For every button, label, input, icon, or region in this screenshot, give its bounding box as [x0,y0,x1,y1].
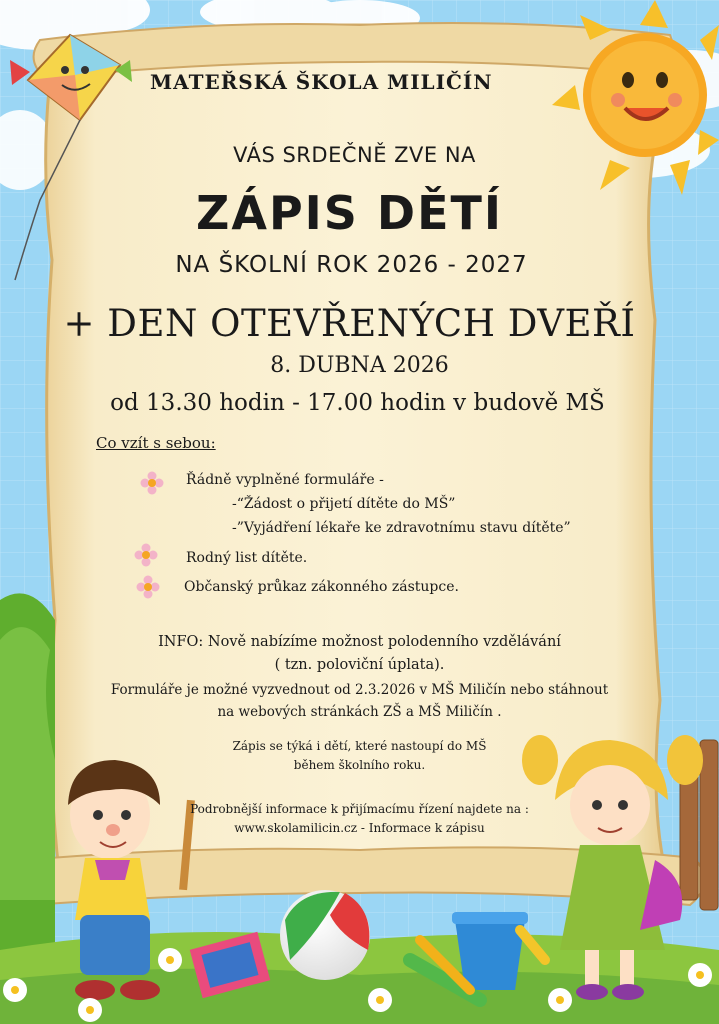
info-line-3: Formuláře je možné vyzvednout od 2.3.2026 v MŠ Miličín nebo stáhnout [110,682,609,698]
event-time-place: od 13.30 hodin - 17.00 hodin v budově MŠ [110,390,605,416]
note-line-1: Zápis se týká i dětí, které nastoupí do MŠ [232,739,487,753]
info-line-2: ( tzn. poloviční úplata). [274,657,445,673]
website-link[interactable]: www.skolamilicin.cz - Informace k zápisu [234,821,485,835]
bring-item-id-card: Občanský průkaz zákonného zástupce. [184,579,459,595]
invite-text: VÁS SRDEČNĚ ZVE NA [233,143,476,167]
ball-illustration [280,890,370,980]
flower-bullet-icon [136,575,160,599]
bring-item-application: -“Žádost o přijetí dítěte do MŠ” [232,496,456,512]
note-line-2: během školního roku. [293,758,426,772]
info-line-4: na webových stránkách ZŠ a MŠ Miličín . [217,704,502,720]
info-line-1: INFO: Nově nabízíme možnost polodenního vzdělávání [158,634,561,650]
open-day-heading: + DEN OTEVŘENÝCH DVEŘÍ [63,302,636,345]
bring-item-birth-certificate: Rodný list dítěte. [186,550,308,566]
flower-bullet-icon [140,471,164,495]
school-year: NA ŠKOLNÍ ROK 2026 - 2027 [175,252,528,278]
bring-heading: Co vzít s sebou: [96,434,216,452]
school-name: MATEŘSKÁ ŠKOLA MILIČÍN [150,70,493,94]
flower-bullet-icon [134,543,158,567]
main-title: ZÁPIS DĚTÍ [195,186,504,240]
event-date: 8. DUBNA 2026 [270,353,449,378]
more-info-line-1: Podrobnější informace k přijímacímu řízení najdete na : [190,802,529,816]
bring-item-forms: Řádně vyplněné formuláře - [186,472,384,488]
bring-item-doctor-statement: -”Vyjádření lékaře ke zdravotnímu stavu dítěte” [232,520,571,536]
